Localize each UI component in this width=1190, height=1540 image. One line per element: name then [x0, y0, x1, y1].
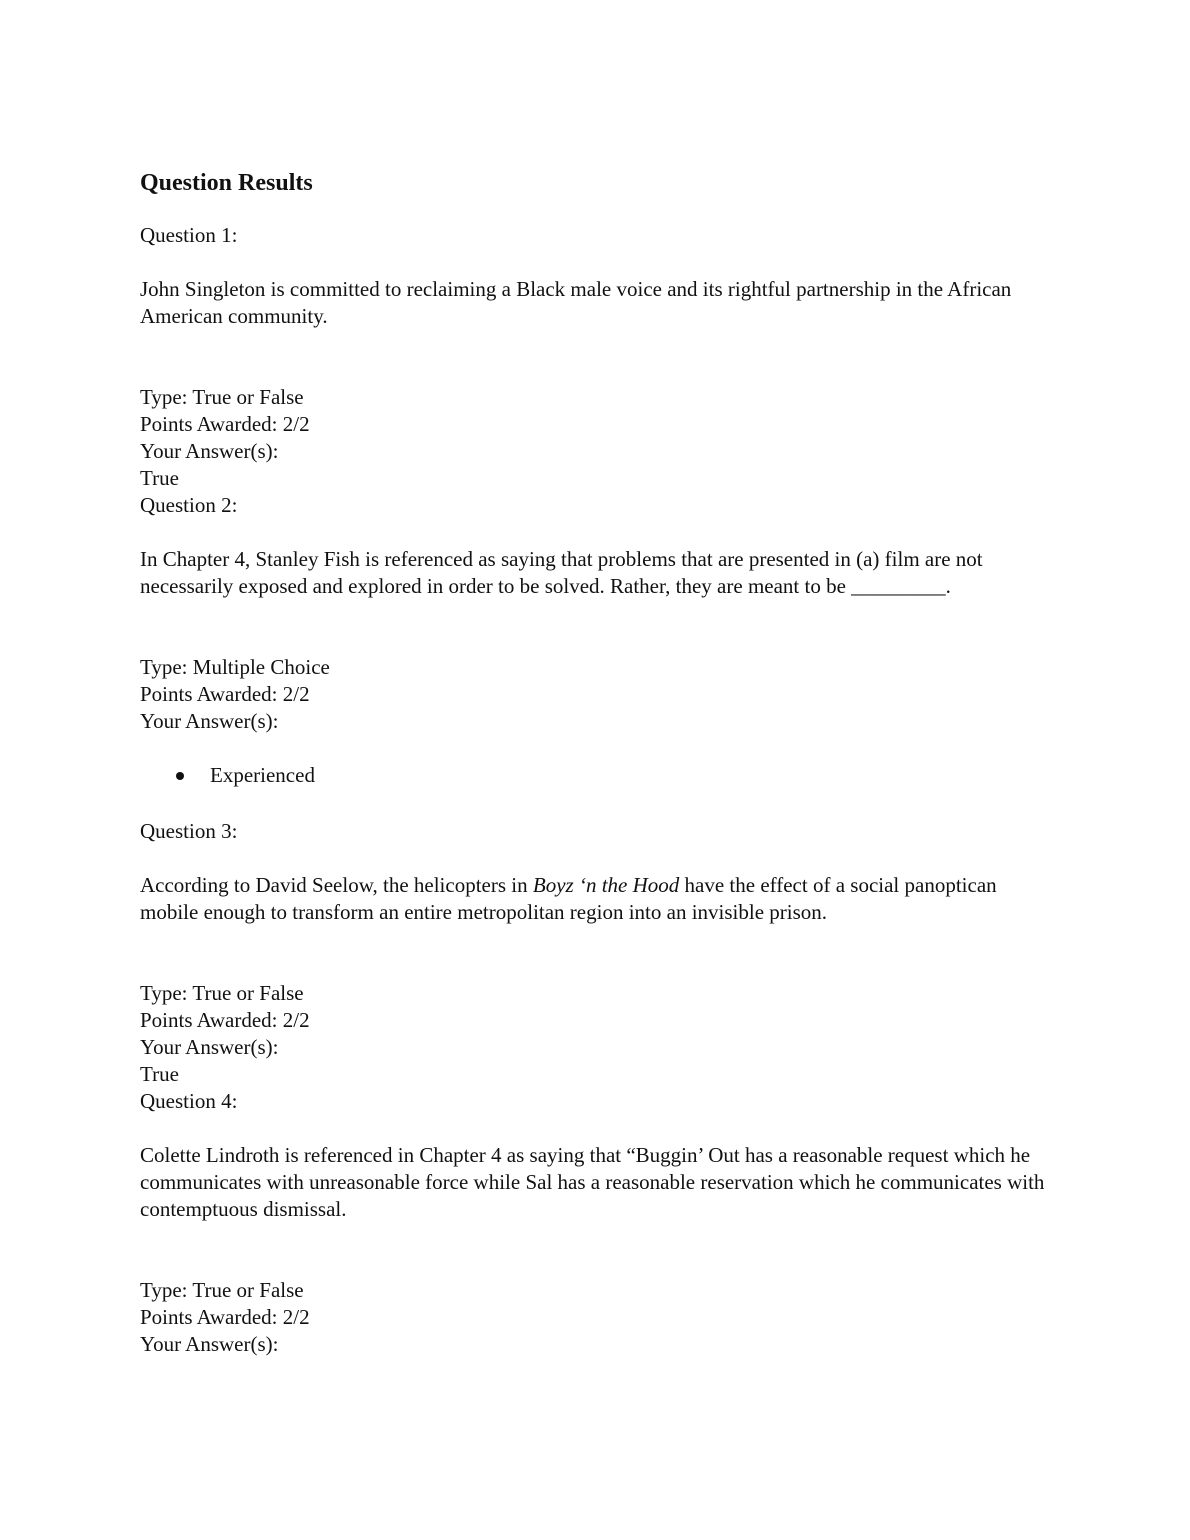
points-awarded: Points Awarded: 2/2 — [140, 1305, 310, 1329]
answer-value: True — [140, 466, 179, 490]
question-text: John Singleton is committed to reclaiming a Black male voice and its rightful partnership in the African American community. — [140, 277, 1012, 328]
answer-value: True — [140, 1062, 179, 1086]
question-text — [140, 872, 1060, 926]
answers-label: Your Answer(s): — [140, 1332, 279, 1356]
bullet-icon — [176, 772, 184, 780]
question-label: Question 1: — [140, 223, 238, 247]
answer-list — [140, 762, 1060, 789]
question-3 — [140, 818, 1060, 1088]
film-title: Boyz ‘n the Hood — [532, 873, 680, 897]
question-type: Type: True or False — [140, 981, 304, 1005]
question-label: Question 2: — [140, 493, 238, 517]
question-text-start: According to David Seelow, the helicopters in — [140, 873, 533, 897]
question-text: In Chapter 4, Stanley Fish is referenced as saying that problems that are presented in (a) film are not necessarily exposed and explored in order to be solved. Rather, they are meant to be _________. — [140, 547, 983, 598]
points-awarded: Points Awarded: 2/2 — [140, 682, 310, 706]
answers-label: Your Answer(s): — [140, 1035, 279, 1059]
points-awarded: Points Awarded: 2/2 — [140, 412, 310, 436]
list-item — [140, 762, 1060, 789]
points-awarded: Points Awarded: 2/2 — [140, 1008, 310, 1032]
question-type: Type: True or False — [140, 1278, 304, 1302]
question-type: Type: True or False — [140, 385, 304, 409]
answers-label: Your Answer(s): — [140, 439, 279, 463]
question-4 — [140, 1088, 1060, 1358]
question-text-end: have the effect of a social panoptican mobile enough to transform an entire metropolitan region into an invisible prison. — [140, 873, 997, 924]
question-label: Question 3: — [140, 819, 238, 843]
question-type: Type: Multiple Choice — [140, 655, 330, 679]
question-label: Question 4: — [140, 1089, 238, 1113]
page-title: Question Results — [140, 170, 313, 196]
question-2 — [140, 492, 1060, 789]
answers-label: Your Answer(s): — [140, 709, 279, 733]
document-page — [140, 168, 1060, 1358]
answer-value: Experienced — [210, 763, 315, 787]
question-text: Colette Lindroth is referenced in Chapter 4 as saying that “Buggin’ Out has a reasonable request which he communicates with unreasonable force while Sal has a reasonable reservation which he communicates with contemptuous dismissal. — [140, 1143, 1045, 1221]
question-1 — [140, 222, 1060, 492]
